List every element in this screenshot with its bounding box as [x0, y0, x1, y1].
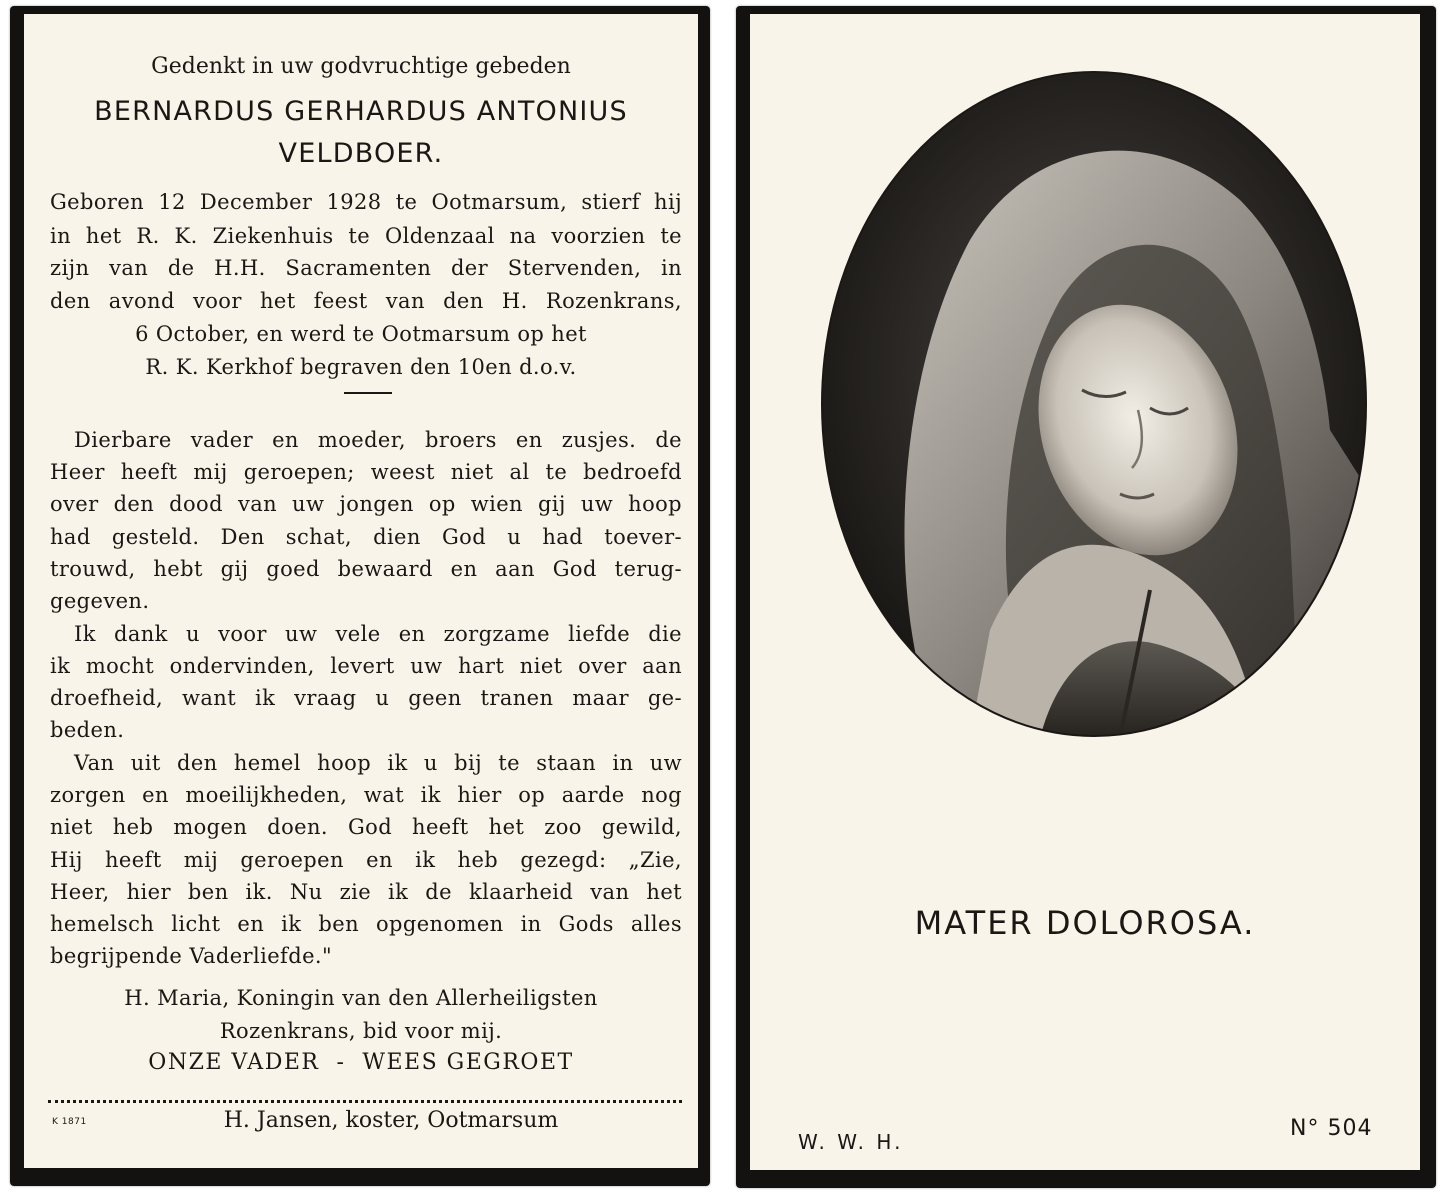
text-line: gegeven.: [50, 589, 150, 613]
separator-rule: [344, 392, 392, 394]
bio-line: Geboren 12 December 1928 te Ootmarsum, stierf hij: [50, 190, 682, 214]
text-line: begrijpende Vaderliefde.": [50, 944, 333, 968]
prayer-text: ONZE VADER - WEES GEGROET: [148, 1050, 574, 1075]
portrait-oval: [820, 70, 1368, 738]
card-paper: [24, 14, 698, 1168]
publisher-line: H. Jansen, koster, Ootmarsum: [223, 1108, 559, 1133]
bio-line: den avond voor het feest van den H. Rozenkrans,: [50, 289, 682, 313]
text-line: Heer heeft mij geroepen; weest niet al te bedroefd: [50, 460, 682, 484]
print-code: K 1871: [52, 1117, 87, 1127]
invocation-line1: H. Maria, Koningin van den Allerheiligsten: [124, 986, 598, 1010]
text-line: zorgen en moeilijkheden, wat ik hier op aarde nog: [50, 783, 682, 807]
text-line: droefheid, want ik vraag u geen tranen maar ge-: [50, 686, 682, 710]
mater-dolorosa-portrait: [820, 70, 1368, 738]
card-paper: [750, 14, 1420, 1170]
bio-line: 6 October, en werd te Ootmarsum op het: [135, 322, 587, 346]
text-line: hemelsch licht en ik ben opgenomen in Gods alles: [50, 912, 682, 936]
text-line: beden.: [50, 718, 125, 742]
text-line: Ik dank u voor uw vele en zorgzame liefde die: [74, 622, 682, 646]
text-line: ik mocht ondervinden, levert uw hart niet over aan: [50, 654, 682, 678]
text-line: over den dood van uw jongen op wien gij uw hoop: [50, 492, 682, 516]
text-line: trouwd, hebt gij goed bewaard en aan God terug-: [50, 557, 682, 581]
deceased-name-line1: BERNARDUS GERHARDUS ANTONIUS: [94, 96, 628, 127]
memorial-card-text-side: [10, 6, 710, 1186]
bio-line: R. K. Kerkhof begraven den 10en d.o.v.: [145, 355, 577, 379]
invocation-line2: Rozenkrans, bid voor mij.: [219, 1019, 503, 1043]
heading: Gedenkt in uw godvruchtige gebeden: [151, 54, 571, 79]
card-number: N° 504: [1290, 1116, 1373, 1141]
text-line: had gesteld. Den schat, dien God u had toever-: [50, 525, 682, 549]
text-line: Dierbare vader en moeder, broers en zusjes. de: [74, 428, 682, 452]
prayer-names: [24, 1050, 698, 1075]
deceased-name-line2: VELDBOER.: [278, 138, 444, 169]
image-title: MATER DOLOROSA.: [914, 904, 1256, 942]
text-line: niet heb mogen doen. God heeft het zoo gewild,: [50, 815, 682, 839]
text-line: Hij heeft mij geroepen en ik heb gezegd: „Zie,: [50, 848, 682, 872]
text-line: Heer, hier ben ik. Nu zie ik de klaarheid van het: [50, 880, 682, 904]
printer-initials: W. W. H.: [798, 1130, 904, 1154]
text-line: Van uit den hemel hoop ik u bij te staan in uw: [74, 751, 682, 775]
bio-line: in het R. K. Ziekenhuis te Oldenzaal na voorzien te: [50, 224, 682, 248]
bio-line: zijn van de H.H. Sacramenten der Stervenden, in: [50, 256, 682, 280]
memorial-card-image-side: [736, 6, 1436, 1188]
dotted-divider: [48, 1100, 682, 1103]
